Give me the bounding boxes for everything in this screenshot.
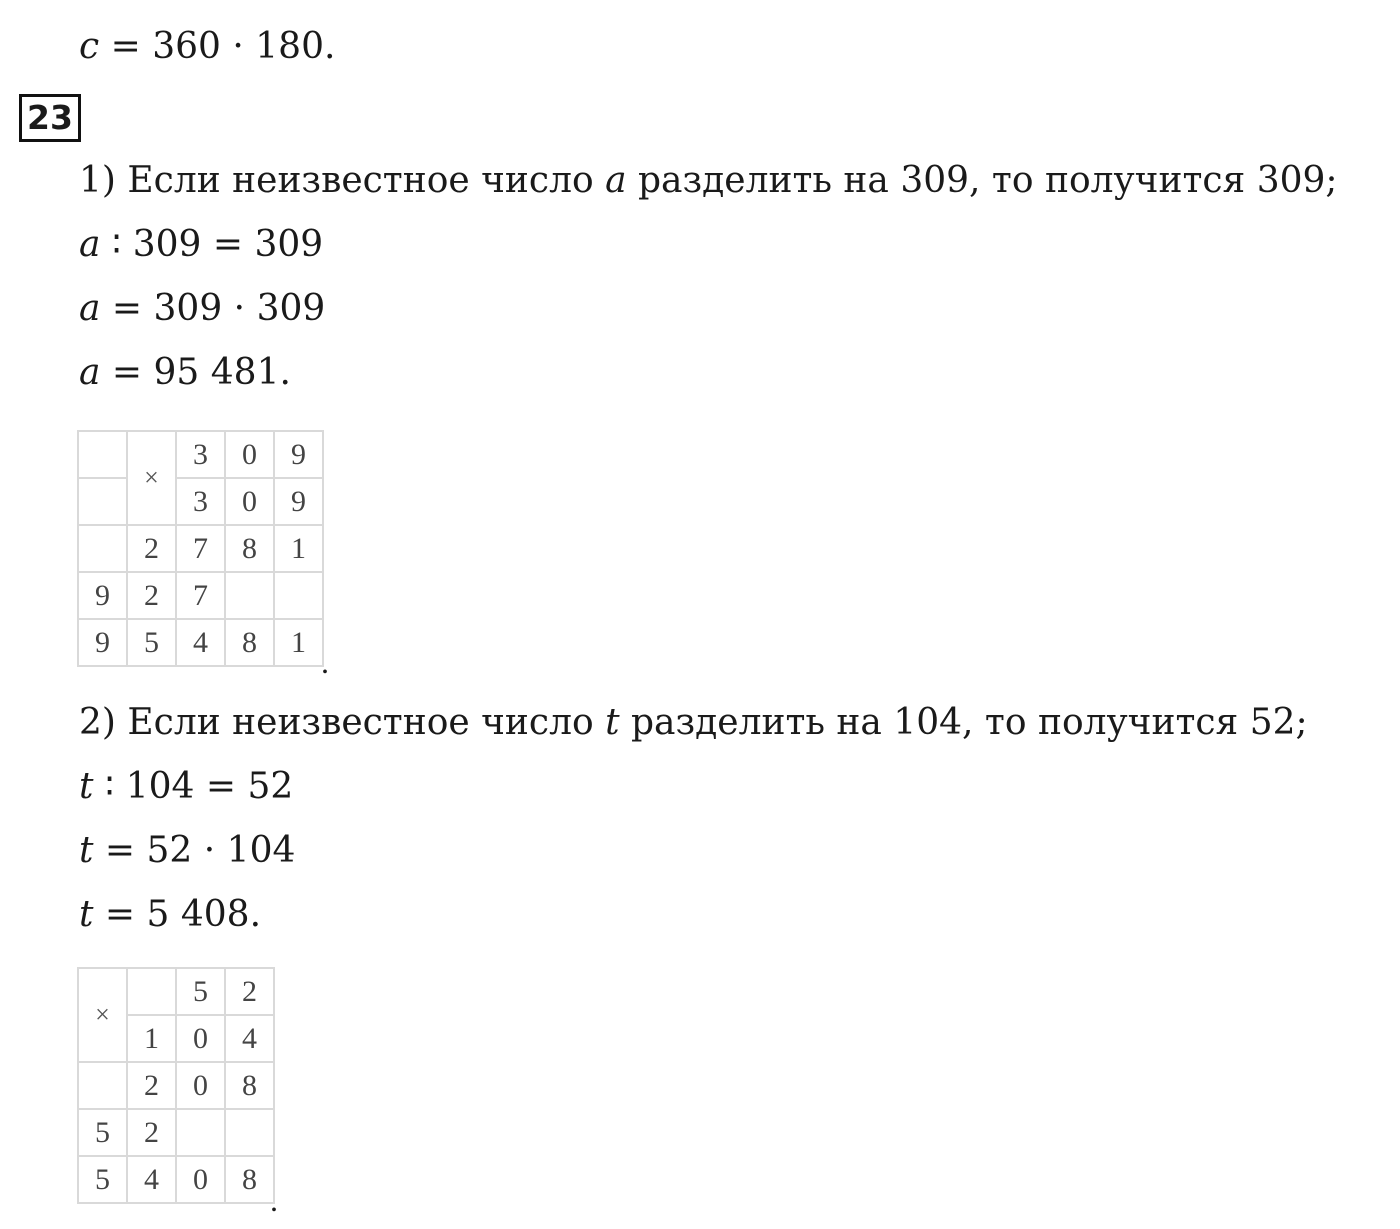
- calc-cell: 0: [176, 1015, 225, 1062]
- calc-cell: 7: [176, 572, 225, 619]
- variable-a: a: [605, 160, 627, 201]
- column-multiplication-52x104: [77, 967, 275, 1204]
- calc-cell: 8: [225, 1156, 274, 1203]
- equation-rest: = 95 481.: [100, 352, 291, 393]
- part1-equation-1: [79, 224, 324, 265]
- calc-cell: 9: [78, 572, 127, 619]
- calc-cell: 2: [127, 572, 176, 619]
- calc-cell: [274, 572, 323, 619]
- calc-cell: [78, 1062, 127, 1109]
- part2-text-b: разделить на 104, то получится 52;: [619, 702, 1308, 743]
- calc-row: [78, 968, 274, 1015]
- part2-equation-1: [79, 766, 294, 807]
- variable-c: c: [79, 26, 100, 67]
- equation-c-result: [79, 26, 336, 67]
- calc-cell: [78, 478, 127, 525]
- multiply-sign: ×: [78, 968, 127, 1062]
- task-number: 23: [19, 94, 81, 142]
- part2-equation-2: [79, 830, 296, 871]
- calc1-end-dot: .: [321, 644, 329, 680]
- calc-cell: 1: [127, 1015, 176, 1062]
- calc-cell: [225, 572, 274, 619]
- calc-cell: 7: [176, 525, 225, 572]
- calc-cell: [225, 1109, 274, 1156]
- part2-text-a: 2) Если неизвестное число: [79, 702, 606, 743]
- calc-cell: 5: [176, 968, 225, 1015]
- calc-cell: 2: [225, 968, 274, 1015]
- calc-cell: 5: [78, 1109, 127, 1156]
- equation-rest: ∶ 104 = 52: [93, 766, 294, 807]
- calc-cell: 8: [225, 619, 274, 666]
- equation-rest: = 52 · 104: [93, 830, 296, 871]
- part1-equation-3: [79, 352, 291, 393]
- variable-t: t: [79, 830, 94, 871]
- calc-cell: 5: [78, 1156, 127, 1203]
- calc-cell: [127, 968, 176, 1015]
- calc-row-result: [78, 619, 323, 666]
- calc-cell: 4: [225, 1015, 274, 1062]
- calc-cell: [78, 431, 127, 478]
- equation-rest: = 360 · 180.: [99, 26, 336, 67]
- part1-statement: [79, 160, 1338, 201]
- equation-rest: = 5 408.: [93, 894, 262, 935]
- calc-cell: [176, 1109, 225, 1156]
- part1-text-b: разделить на 309, то получится 309;: [626, 160, 1338, 201]
- calc-row: [78, 572, 323, 619]
- calc-cell: 4: [127, 1156, 176, 1203]
- variable-a: a: [79, 352, 101, 393]
- calc-row: [78, 478, 323, 525]
- calc-cell: 4: [176, 619, 225, 666]
- column-multiplication-309x309: [77, 430, 324, 667]
- calc-row: [78, 1109, 274, 1156]
- part1-equation-2: [79, 288, 326, 329]
- calc-row: [78, 525, 323, 572]
- calc-cell: 1: [274, 525, 323, 572]
- calc-cell: 9: [78, 619, 127, 666]
- variable-a: a: [79, 288, 101, 329]
- calc-cell: 0: [225, 431, 274, 478]
- calc-cell: 9: [274, 478, 323, 525]
- variable-t: t: [79, 894, 94, 935]
- variable-a: a: [79, 224, 101, 265]
- calc-cell: 3: [176, 478, 225, 525]
- calc-cell: 2: [127, 525, 176, 572]
- equation-rest: ∶ 309 = 309: [100, 224, 324, 265]
- calc-cell: 0: [225, 478, 274, 525]
- calc-row: [78, 431, 323, 478]
- multiply-sign: ×: [127, 431, 176, 525]
- variable-t: t: [79, 766, 94, 807]
- calc-cell: 2: [127, 1109, 176, 1156]
- calc-cell: [78, 525, 127, 572]
- calc2-end-dot: .: [270, 1182, 278, 1218]
- calc-row-result: [78, 1156, 274, 1203]
- calc-cell: 3: [176, 431, 225, 478]
- calc-row: [78, 1062, 274, 1109]
- calc-cell: 0: [176, 1062, 225, 1109]
- calc-cell: 8: [225, 1062, 274, 1109]
- variable-t: t: [605, 702, 620, 743]
- part2-equation-3: [79, 894, 262, 935]
- calc-cell: 0: [176, 1156, 225, 1203]
- part2-statement: [79, 702, 1308, 743]
- calc-cell: 5: [127, 619, 176, 666]
- calc-cell: 2: [127, 1062, 176, 1109]
- calc-cell: 9: [274, 431, 323, 478]
- calc-cell: 8: [225, 525, 274, 572]
- calc-cell: 1: [274, 619, 323, 666]
- equation-rest: = 309 · 309: [100, 288, 326, 329]
- part1-text-a: 1) Если неизвестное число: [79, 160, 606, 201]
